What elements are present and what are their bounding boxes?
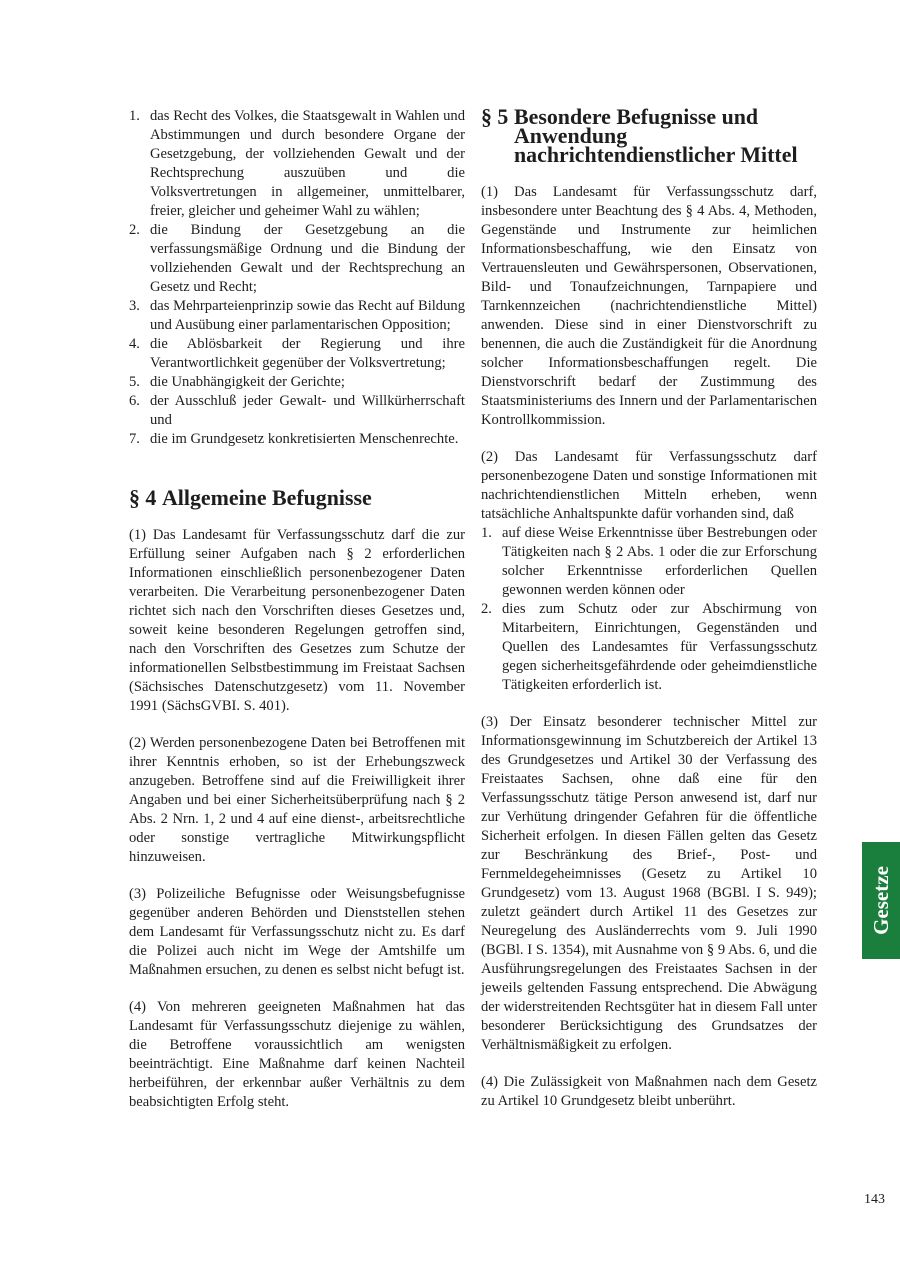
section-4-paragraph-2: (2) Werden personenbezogene Daten bei Betroffenen mit ihrer Kenntnis erhoben, so ist der Erhebungszweck anzugeben. Betroffene sind auf die Freiwilligkeit ihrer Angaben und bei einer Sicherheitsüberprüfung nach § 2 Abs. 2 Nrn. 1, 2 und 4 auf eine dienst-, arbeitsrechtliche oder sonstige vertragliche Mitwirkungspflicht hinzuweisen. bbox=[129, 735, 465, 865]
section-4-paragraph-3: (3) Polizeiliche Befugnisse oder Weisungsbefugnisse gegenüber anderen Behörden und Dienststellen stehen dem Landesamt für Verfassungsschutz nicht zu. Es darf die Polizei auch nicht im Wege der Amtshilfe um Maßnahmen ersuchen, zu denen es selbst nicht befugt ist. bbox=[129, 886, 465, 978]
section-5-title: Besondere Befugnisse und Anwendung nachrichtendienstlicher Mittel bbox=[514, 104, 798, 167]
section-4-number: § 4 bbox=[129, 485, 157, 510]
section-4-paragraph-1: (1) Das Landesamt für Verfassungsschutz darf die zur Erfüllung seiner Aufgaben nach § 2 erforderlichen Informationen einschließlich personenbezogener Daten verarbeiten. Die Verarbeitung personenbezogener Daten richtet sich nach den Vorschriften dieses Gesetzes und, soweit keine besonderen Regelungen getroffen sind, nach den Vorschriften des Gesetzes zum Schutze der informationellen Selbstbestimmung im Freistaat Sachsen (Sächsisches Datenschutzgesetz) vom 11. November 1991 (SächsGVBI. S. 401). bbox=[129, 527, 465, 714]
list-item: 2. dies zum Schutz oder zur Abschirmung von Mitarbeitern, Einrichtungen, Gegenständen und Quellen des Landesamtes für Verfassungsschutz gegen sicherheitsgefährdende oder geheimdienstliche Tätigkeiten erforderlich ist. bbox=[481, 601, 817, 693]
list-item: 1. auf diese Weise Erkenntnisse über Bestrebungen oder Tätigkeiten nach § 2 Abs. 1 oder die zur Erforschung solcher Erkenntnisse erforderlichen Quellen gewonnen werden können oder bbox=[481, 525, 817, 598]
conditions-list bbox=[481, 524, 817, 695]
list-item: 5. die Unabhängigkeit der Gerichte; bbox=[129, 374, 345, 390]
left-column bbox=[129, 107, 465, 1112]
section-4-paragraph-4: (4) Von mehreren geeigneten Maßnahmen hat das Landesamt für Verfassungsschutz diejenige zu wählen, die Betroffene voraussichtlich am wenigsten beeinträchtigt. Eine Maßnahme darf keinen Nachteil herbeiführen, der erkennbar außer Verhältnis zu dem beabsichtigten Erfolg steht. bbox=[129, 999, 465, 1110]
chapter-tab bbox=[862, 842, 900, 959]
list-item: 2. die Bindung der Gesetzgebung an die verfassungsmäßige Ordnung und die Bindung der vollziehenden Gewalt und der Rechtsprechung an Gesetz und Recht; bbox=[129, 222, 465, 295]
list-item: 1. das Recht des Volkes, die Staatsgewalt in Wahlen und Abstimmungen und durch besondere Organe der Gesetzgebung, der vollziehenden Gewalt und der Rechtsprechung auszuüben und die Volksvertretungen in allgemeiner, unmittelbarer, freier, gleicher und geheimer Wahl zu wählen; bbox=[129, 108, 465, 219]
section-5-paragraph-1: (1) Das Landesamt für Verfassungsschutz darf, insbesondere unter Beachtung des § 4 Abs. 4, Methoden, Gegenstände und Instrumente zur heimlichen Informationsbeschaffung, wie den Einsatz von Vertrauensleuten und Gewährspersonen, Observationen, Bild- und Tonaufzeichnungen, Tarnpapiere und Tarnkennzeichen (nachrichtendienstliche Mittel) anwenden. Diese sind in einer Dienstvorschrift zu benennen, die auch die Zuständigkeit für die Anordnung solcher Informationsbeschaffungen regelt. Die Dienstvorschrift bedarf der Zustimmung des Staatsministeriums des Innern und der Parlamentarischen Kontrollkommission. bbox=[481, 184, 817, 428]
section-4-title: Allgemeine Befugnisse bbox=[162, 485, 372, 510]
section-5-paragraph-2: (2) Das Landesamt für Verfassungsschutz darf personenbezogene Daten und sonstige Informationen mit nachrichtendienstlichen Mitteln erheben, wenn tatsächliche Anhaltspunkte dafür vorhanden sind, daß bbox=[481, 449, 817, 522]
principles-list bbox=[129, 107, 465, 449]
section-4-heading bbox=[129, 485, 465, 510]
page-number: 143 bbox=[864, 1192, 885, 1207]
section-5-paragraph-4: (4) Die Zulässigkeit von Maßnahmen nach dem Gesetz zu Artikel 10 Grundgesetz bleibt unberührt. bbox=[481, 1074, 817, 1109]
list-item: 7. die im Grundgesetz konkretisierten Menschenrechte. bbox=[129, 431, 459, 447]
list-item: 3. das Mehrparteienprinzip sowie das Recht auf Bildung und Ausübung einer parlamentarischen Opposition; bbox=[129, 298, 465, 333]
right-column bbox=[481, 104, 817, 1111]
section-5-number: § 5 bbox=[481, 104, 509, 129]
section-5-heading bbox=[481, 104, 817, 167]
section-5-paragraph-3: (3) Der Einsatz besonderer technischer Mittel zur Informationsgewinnung im Schutzbereich der Artikel 13 des Grundgesetzes und Artikel 30 der Verfassung des Freistaates Sachsen, ohne daß eine für den Verfassungsschutz tätige Person anwesend ist, darf nur zur Verhütung dringender Gefahren für die öffentliche Sicherheit erfolgen. In diesen Fällen gelten das Gesetz zur Beschränkung des Brief-, Post- und Fernmeldegeheimnisses (Gesetz zu Artikel 10 Grundgesetz) vom 13. August 1968 (BGBl. I S. 949); zuletzt geändert durch Artikel 11 des Gesetzes zur Neuregelung des Ausländerrechts vom 9. Juli 1990 (BGBl. I S. 1354), mit Ausnahme von § 9 Abs. 6, und die Ausführungsregelungen des Freistaates Sachsen in der jeweils geltenden Fassung entsprechend. Die Abwägung der widerstreitenden Rechtsgüter hat in diesem Fall unter besonderer Berücksichtigung des Grundsatzes der Verhältnismäßigkeit zu erfolgen. bbox=[481, 714, 817, 1053]
list-item: 4. die Ablösbarkeit der Regierung und ihre Verantwortlichkeit gegenüber der Volksvertretung; bbox=[129, 336, 465, 371]
list-item: 6. der Ausschluß jeder Gewalt- und Willkürherrschaft und bbox=[129, 393, 465, 428]
chapter-tab-label: Gesetze bbox=[868, 866, 893, 935]
